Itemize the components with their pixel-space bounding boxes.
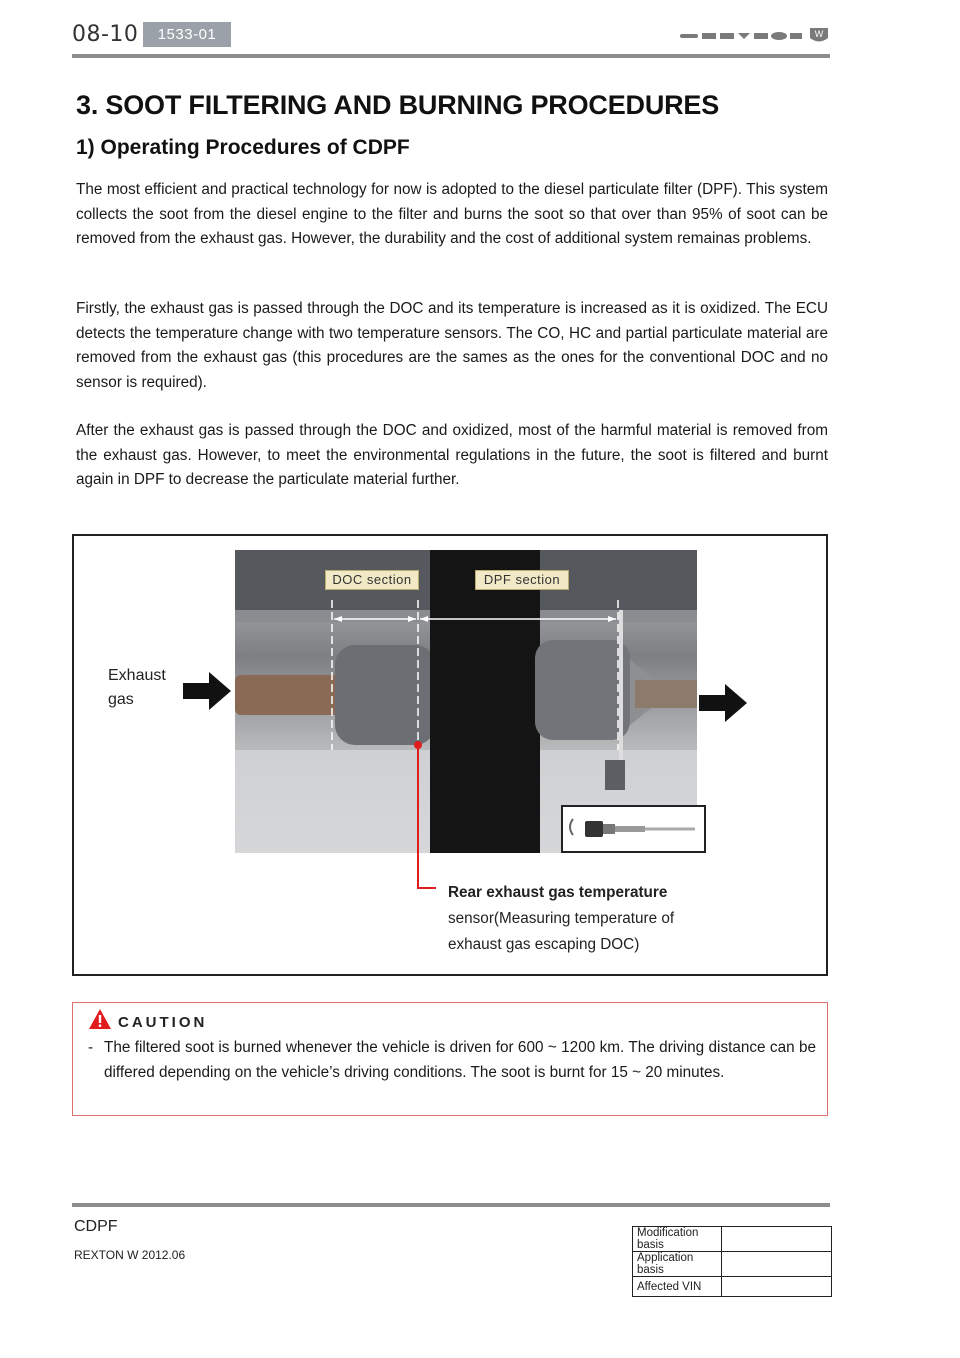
table-row: Affected VIN (633, 1277, 832, 1297)
section-subtitle: 1) Operating Procedures of CDPF (76, 136, 410, 159)
footer-model-date: REXTON W 2012.06 (74, 1248, 186, 1262)
table-row: Modification basis (633, 1227, 832, 1252)
paragraph-3: After the exhaust gas is passed through the DOC and oxidized, most of the harmful material is removed from the exhaust gas. However, to meet the environmental regulations in the future, the soot is filtered and burnt again in DPF to decrease the particulate material further. (76, 422, 828, 488)
brand-text: REXTON (740, 45, 745, 46)
table-row: Application basis (633, 1252, 832, 1277)
paragraph-1: The most efficient and practical technology for now is adopted to the diesel particulate filter (DPF). This system collects the soot from the diesel engine to the filter and burns the soot so that over than 95% of soot can be removed from the exhaust gas. However, the durability and the cost of additional system remainas problems. (76, 181, 828, 247)
caution-text: - The filtered soot is burned whenever the vehicle is driven for 600 ~ 1200 km. The driving distance can be differed depending on the vehicle’s driving conditions. The soot is burnt for 15 ~ 20 minutes. (88, 1039, 816, 1081)
svg-text:W: W (814, 29, 824, 39)
page-number: 08-10 (72, 22, 139, 47)
footer-title: CDPF (74, 1218, 118, 1235)
caution-title: CAUTION (118, 1014, 208, 1031)
sensor-inset-image (561, 805, 706, 853)
footer-rule (72, 1203, 830, 1207)
revision-table (632, 1226, 832, 1297)
sensor-callout-line (410, 738, 440, 898)
outlet-arrow-icon (699, 684, 747, 722)
doc-section-label: DOC section (325, 570, 419, 590)
rexton-logo (680, 26, 830, 46)
page-title: 3. SOOT FILTERING AND BURNING PROCEDURES (76, 90, 720, 120)
paragraph-2: Firstly, the exhaust gas is passed through the DOC and its temperature is increased as it is oxidized. The ECU detects the temperature change with two temperature sensors. The CO, HC and partial particulate material are removed from the exhaust gas (this procedures are the sames as the ones for the conventional DOC and no sensor is required). (76, 300, 828, 391)
exhaust-gas-label: Exhaust gas (108, 667, 166, 708)
header-rule (72, 54, 830, 58)
dpf-section-label: DPF section (475, 570, 569, 590)
inlet-arrow-icon (183, 672, 231, 710)
sensor-callout-label: Rear exhaust gas temperature sensor(Measuring temperature of exhaust gas escaping DOC) (448, 884, 675, 953)
section-dimension-lines (320, 590, 630, 760)
section-code-badge: 1533-01 (143, 22, 231, 47)
warning-icon (88, 1008, 112, 1030)
